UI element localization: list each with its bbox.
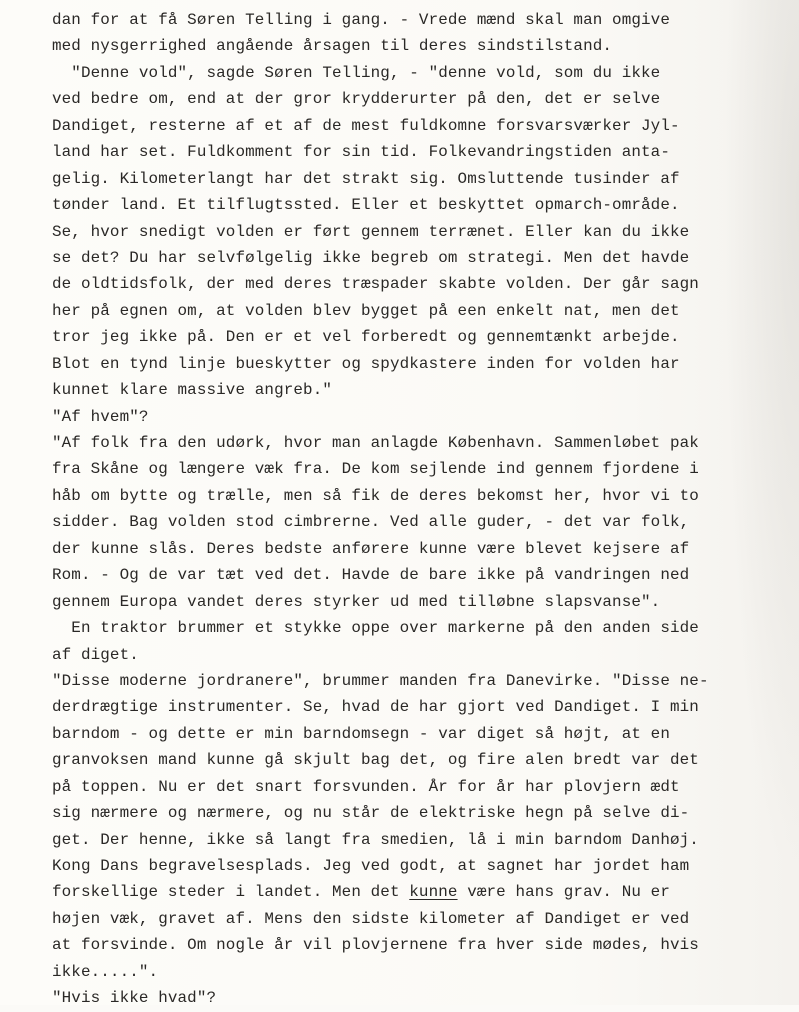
document-text (52, 7, 792, 1012)
text-line: "Disse moderne jordranere", brummer manden fra Danevirke. "Disse ne- (52, 671, 709, 690)
text-line: Rom. - Og de var tæt ved det. Havde de bare ikke på vandringen ned (52, 566, 690, 585)
text-line: En traktor brummer et stykke oppe over markerne på den anden side (52, 619, 699, 638)
text-line: Dandiget, resterne af et af de mest fuldkomne forsvarsværker Jyl- (52, 116, 680, 135)
text-line: Kong Dans begravelsesplads. Jeg ved godt, at sagnet har jordet ham (52, 857, 690, 875)
text-line: dan for at få Søren Telling i gang. - Vrede mænd skal man omgive (52, 11, 670, 29)
text-line: Se, hvor snedigt volden er ført gennem terrænet. Eller kan du ikke (52, 222, 690, 241)
text-line: "Af hvem"? (52, 407, 149, 426)
text-line: derdrægtige instrumenter. Se, hvad de har gjort ved Dandiget. I min (52, 698, 699, 717)
text-segment: forskellige steder i landet. Men det (52, 883, 410, 902)
text-line: håb om bytte og trælle, men så fik de deres bekomst her, hvor vi to (52, 486, 699, 505)
text-line: granvoksen mand kunne gå skjult bag det, og fire alen bredt var det (52, 751, 699, 770)
text-line: her på egnen om, at volden blev bygget på een enkelt nat, men det (52, 301, 680, 320)
text-line (52, 879, 792, 905)
text-line: højen væk, gravet af. Mens den sidste kilometer af Dandiget er ved (52, 909, 690, 928)
text-line: med nysgerrighed angående årsagen til deres sindstilstand. (52, 37, 613, 56)
text-line: der kunne slås. Deres bedste anførere kunne være blevet kejsere af (52, 539, 690, 558)
underlined-word: kunne (409, 883, 458, 902)
text-line: land har set. Fuldkomment for sin tid. Folkevandringstiden anta- (52, 143, 670, 162)
text-line: Blot en tynd linje bueskytter og spydkastere inden for volden har (52, 354, 680, 373)
text-line: gennem Europa vandet deres styrker ud med tilløbne slapsvanse". (52, 592, 661, 611)
text-segment: være hans grav. Nu er (457, 883, 670, 902)
text-line: fra Skåne og længere væk fra. De kom sejlende ind gennem fjordene i (52, 460, 699, 479)
text-line: sidder. Bag volden stod cimbrerne. Ved alle guder, - det var folk, (52, 513, 690, 532)
text-line: ikke.....". (52, 962, 159, 981)
text-line: "Af folk fra den udørk, hvor man anlagde København. Sammenløbet pak (52, 434, 699, 452)
text-line: barndom - og dette er min barndomsegn - var diget så højt, at en (52, 724, 670, 743)
text-line: gelig. Kilometerlangt har det strakt sig. Omsluttende tusinder af (52, 169, 680, 188)
text-line: de oldtidsfolk, der med deres træspader skabte volden. Der går sagn (52, 275, 699, 294)
text-line: af diget. (52, 645, 139, 664)
text-line: sig nærmere og nærmere, og nu står de elektriske hegn på selve di- (52, 804, 690, 823)
text-line: ved bedre om, end at der gror krydderurter på den, det er selve (52, 90, 661, 109)
text-line: se det? Du har selvfølgelig ikke begreb om strategi. Men det havde (52, 248, 690, 267)
text-line: "Hvis ikke hvad"? (52, 989, 217, 1008)
text-line: kunnet klare massive angreb." (52, 381, 333, 400)
text-line: at forsvinde. Om nogle år vil plovjernene fra hver side mødes, hvis (52, 936, 699, 955)
text-line: tror jeg ikke på. Den er et vel forberedt og gennemtænkt arbejde. (52, 328, 680, 347)
text-line: tønder land. Et tilflugtssted. Eller et beskyttet opmarch-område. (52, 196, 680, 215)
text-line: "Denne vold", sagde Søren Telling, - "denne vold, som du ikke (52, 63, 661, 82)
text-line: på toppen. Nu er det snart forsvunden. År for år har plovjern ædt (52, 777, 680, 796)
text-line: get. Der henne, ikke så langt fra smedien, lå i min barndom Danhøj. (52, 830, 699, 849)
